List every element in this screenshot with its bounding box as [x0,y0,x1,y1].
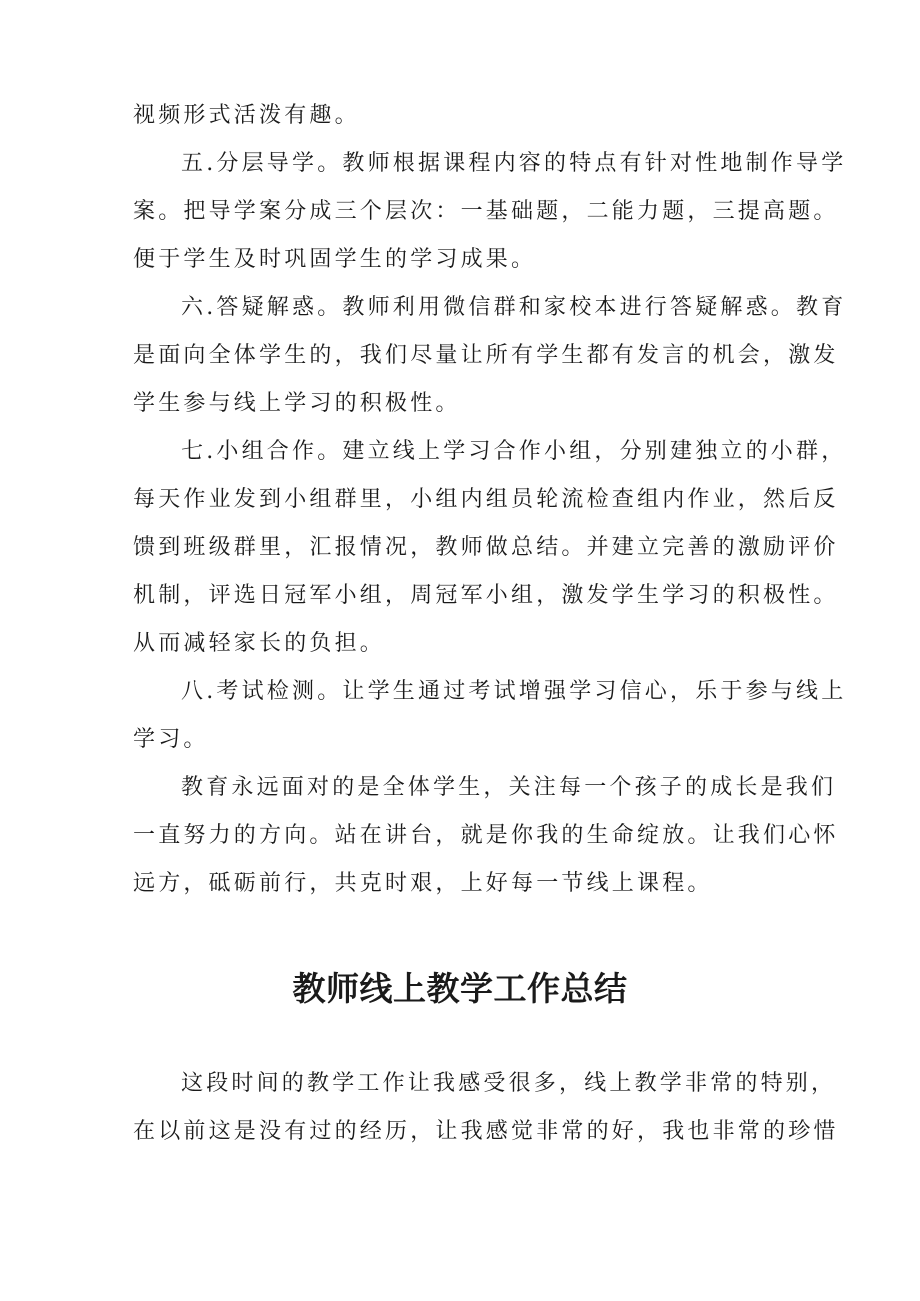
text-line: 从而减轻家长的负担。 [133,631,386,656]
text-line: 七.小组合作。建立线上学习合作小组，分别建独立的小群， [181,439,847,464]
text-line: 机制，评选日冠军小组，周冠军小组，激发学生学习的积极性。 [133,583,839,608]
text-line: 六.答疑解惑。教师利用微信群和家校本进行答疑解惑。教育 [181,295,847,320]
text-line: 馈到班级群里，汇报情况，教师做总结。并建立完善的激励评价 [133,535,839,560]
document-title: 教师线上教学工作总结 [292,969,628,1008]
document-body-part2 [133,1060,839,1156]
document-body-part1 [133,92,847,908]
text-line: 一直努力的方向。站在讲台，就是你我的生命绽放。让我们心怀 [133,823,839,848]
text-line: 案。把导学案分成三个层次：一基础题，二能力题，三提高题。 [133,199,839,224]
text-line: 五.分层导学。教师根据课程内容的特点有针对性地制作导学 [181,151,847,176]
text-line: 在以前这是没有过的经历，让我感觉非常的好，我也非常的珍惜 [133,1119,839,1144]
text-line: 学生参与线上学习的积极性。 [133,391,461,416]
text-line: 是面向全体学生的，我们尽量让所有学生都有发言的机会，激发 [133,343,839,368]
text-line: 教育永远面对的是全体学生，关注每一个孩子的成长是我们 [181,775,837,800]
text-line: 学习。 [133,727,209,752]
text-line: 这段时间的教学工作让我感受很多，线上教学非常的特别， [181,1071,837,1096]
text-line: 视频形式活泼有趣。 [133,103,360,128]
text-line: 每天作业发到小组群里，小组内组员轮流检查组内作业，然后反 [133,487,839,512]
text-line: 八.考试检测。让学生通过考试增强学习信心，乐于参与线上 [181,679,847,704]
text-line: 远方，砥砺前行，共克时艰，上好每一节线上课程。 [133,871,713,896]
text-line: 便于学生及时巩固学生的学习成果。 [133,247,537,272]
